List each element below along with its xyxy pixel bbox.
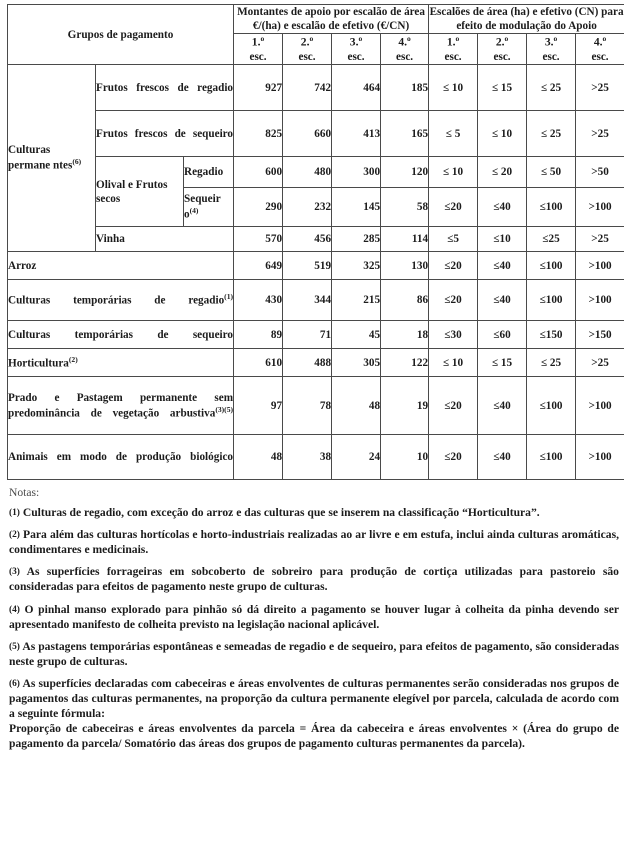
cell-money: 927 bbox=[234, 65, 283, 111]
cell-money: 413 bbox=[332, 111, 381, 157]
row-label-text: Prado e Pastagem permanente sem predominância de vegetação arbustiva bbox=[8, 391, 234, 420]
cell-money: 300 bbox=[332, 157, 381, 188]
cell-scale: ≤20 bbox=[429, 435, 478, 480]
note-number: (3) bbox=[9, 567, 20, 578]
row-label bbox=[184, 188, 234, 227]
row-label: Animais em modo de produção biológico bbox=[8, 435, 234, 480]
footnote-marker: (2) bbox=[68, 354, 78, 364]
esc-ordinal: 1. bbox=[251, 35, 261, 49]
cell-scale: ≤30 bbox=[429, 321, 478, 349]
esc-ordinal: 4. bbox=[593, 35, 603, 49]
rowgroup-olival-frutos-secos: Olival e Frutos secos bbox=[96, 157, 184, 227]
note-text: Culturas de regadio, com exceção do arroz e das culturas que se inserem na classificação “Horticultura”. bbox=[22, 506, 540, 520]
row-label-text: Horticultura bbox=[8, 357, 69, 370]
cell-money: 165 bbox=[381, 111, 429, 157]
cell-money: 825 bbox=[234, 111, 283, 157]
cell-money: 325 bbox=[332, 252, 381, 280]
cell-scale: >100 bbox=[576, 280, 624, 321]
note-number: (1) bbox=[9, 508, 20, 519]
cell-money: 232 bbox=[283, 188, 332, 227]
cell-money: 649 bbox=[234, 252, 283, 280]
notes-section bbox=[9, 486, 619, 751]
table-body bbox=[8, 65, 624, 480]
cell-money: 290 bbox=[234, 188, 283, 227]
ordinal-indicator-icon: o bbox=[504, 34, 509, 43]
cell-scale: ≤ 5 bbox=[429, 111, 478, 157]
cell-money: 130 bbox=[381, 252, 429, 280]
esc-ordinal: 4. bbox=[398, 35, 408, 49]
row-label: Frutos frescos de regadio bbox=[96, 65, 234, 111]
note-item-6 bbox=[9, 676, 619, 721]
esc-word: esc. bbox=[396, 51, 414, 64]
cell-scale: ≤40 bbox=[478, 435, 527, 480]
header-grupos-de-pagamento: Grupos de pagamento bbox=[8, 5, 234, 65]
cell-scale: ≤ 20 bbox=[478, 157, 527, 188]
table-row bbox=[8, 252, 624, 280]
cell-scale: >25 bbox=[576, 349, 624, 377]
cell-scale: ≤100 bbox=[527, 377, 576, 435]
header-montantes-de-apoio: Montantes de apoio por escalão de área €/(ha) e escalão de efetivo (€/CN) bbox=[234, 5, 429, 34]
cell-money: 344 bbox=[283, 280, 332, 321]
header-esc-money-1 bbox=[234, 34, 283, 65]
cell-money: 600 bbox=[234, 157, 283, 188]
cell-scale: ≤20 bbox=[429, 377, 478, 435]
note-number: (5) bbox=[9, 641, 20, 652]
note-item-5 bbox=[9, 639, 619, 669]
header-esc-scale-3 bbox=[527, 34, 576, 65]
table-header bbox=[8, 5, 624, 65]
note-number: (4) bbox=[9, 604, 20, 615]
table-row bbox=[8, 435, 624, 480]
cell-scale: >100 bbox=[576, 252, 624, 280]
cell-money: 71 bbox=[283, 321, 332, 349]
cell-money: 305 bbox=[332, 349, 381, 377]
note-formula: Proporção de cabeceiras e áreas envolventes da parcela = Área da cabeceira e áreas envolventes × (Área do grupo de pagamento da parcela/ Somatório das áreas dos grupos de pagamento culturas permanentes da parcela). bbox=[9, 721, 619, 751]
note-item-3 bbox=[9, 564, 619, 594]
footnote-marker: (4) bbox=[189, 206, 199, 216]
note-item-4 bbox=[9, 602, 619, 632]
cell-scale: >100 bbox=[576, 188, 624, 227]
cell-scale: ≤5 bbox=[429, 227, 478, 252]
cell-scale: ≤100 bbox=[527, 435, 576, 480]
cell-scale: ≤ 25 bbox=[527, 111, 576, 157]
row-label bbox=[8, 280, 234, 321]
cell-money: 122 bbox=[381, 349, 429, 377]
note-item-1 bbox=[9, 505, 619, 520]
ordinal-indicator-icon: o bbox=[553, 34, 558, 43]
cell-scale: ≤150 bbox=[527, 321, 576, 349]
cell-money: 456 bbox=[283, 227, 332, 252]
row-label-text: Culturas temporárias de regadio bbox=[8, 295, 225, 308]
footnote-marker: (1) bbox=[224, 292, 234, 302]
footnote-marker: (3)(5) bbox=[215, 404, 234, 414]
cell-scale: ≤40 bbox=[478, 188, 527, 227]
cell-money: 38 bbox=[283, 435, 332, 480]
cell-scale: ≤ 10 bbox=[429, 349, 478, 377]
cell-money: 86 bbox=[381, 280, 429, 321]
header-esc-money-2 bbox=[283, 34, 332, 65]
notes-heading: Notas: bbox=[9, 486, 40, 500]
note-text: As superfícies forrageiras em sobcoberto de sobreiro para produção de cortiça utilizadas para pastoreio são consideradas para efeitos de pagamento neste grupo de culturas. bbox=[9, 565, 619, 594]
cell-scale: ≤ 15 bbox=[478, 65, 527, 111]
esc-word: esc. bbox=[591, 51, 609, 64]
cell-money: 185 bbox=[381, 65, 429, 111]
row-label: Arroz bbox=[8, 252, 234, 280]
cell-scale: ≤ 25 bbox=[527, 65, 576, 111]
cell-scale: ≤10 bbox=[478, 227, 527, 252]
note-number: (6) bbox=[9, 678, 20, 689]
table-row bbox=[8, 157, 624, 188]
ordinal-indicator-icon: o bbox=[407, 34, 411, 43]
cell-money: 18 bbox=[381, 321, 429, 349]
cell-money: 488 bbox=[283, 349, 332, 377]
cell-scale: ≤25 bbox=[527, 227, 576, 252]
cell-money: 58 bbox=[381, 188, 429, 227]
esc-word: esc. bbox=[444, 51, 462, 64]
row-label-text: Sequeir o bbox=[184, 193, 221, 222]
cell-money: 114 bbox=[381, 227, 429, 252]
cell-scale: >100 bbox=[576, 377, 624, 435]
cell-scale: ≤ 50 bbox=[527, 157, 576, 188]
table-row bbox=[8, 321, 624, 349]
cell-scale: >150 bbox=[576, 321, 624, 349]
esc-ordinal: 3. bbox=[544, 35, 554, 49]
cell-scale: ≤20 bbox=[429, 188, 478, 227]
cell-money: 519 bbox=[283, 252, 332, 280]
esc-ordinal: 2. bbox=[300, 35, 310, 49]
cell-scale: ≤40 bbox=[478, 377, 527, 435]
cell-scale: ≤60 bbox=[478, 321, 527, 349]
cell-scale: ≤ 15 bbox=[478, 349, 527, 377]
header-esc-scale-2 bbox=[478, 34, 527, 65]
cell-scale: ≤ 10 bbox=[478, 111, 527, 157]
payment-groups-table bbox=[7, 4, 624, 480]
header-row-top bbox=[8, 5, 624, 34]
cell-money: 10 bbox=[381, 435, 429, 480]
cell-scale: ≤20 bbox=[429, 280, 478, 321]
cell-scale: >100 bbox=[576, 435, 624, 480]
esc-word: esc. bbox=[298, 51, 316, 64]
cell-money: 742 bbox=[283, 65, 332, 111]
cell-scale: >25 bbox=[576, 111, 624, 157]
footnote-marker: (6) bbox=[72, 157, 82, 167]
row-label: Culturas temporárias de sequeiro bbox=[8, 321, 234, 349]
esc-word: esc. bbox=[493, 51, 511, 64]
ordinal-indicator-icon: o bbox=[602, 34, 607, 43]
header-esc-scale-4 bbox=[576, 34, 624, 65]
note-text: As pastagens temporárias espontâneas e semeadas de regadio e de sequeiro, para efeitos de pagamento, são consideradas neste grupo de culturas. bbox=[9, 639, 619, 668]
cell-money: 215 bbox=[332, 280, 381, 321]
cell-money: 430 bbox=[234, 280, 283, 321]
cell-money: 24 bbox=[332, 435, 381, 480]
cell-money: 285 bbox=[332, 227, 381, 252]
table-row bbox=[8, 111, 624, 157]
ordinal-indicator-icon: o bbox=[309, 34, 314, 43]
cell-money: 48 bbox=[332, 377, 381, 435]
cell-scale: >50 bbox=[576, 157, 624, 188]
ordinal-indicator-icon: o bbox=[455, 34, 460, 43]
table-row bbox=[8, 227, 624, 252]
cell-money: 145 bbox=[332, 188, 381, 227]
cell-money: 570 bbox=[234, 227, 283, 252]
cell-money: 19 bbox=[381, 377, 429, 435]
cell-scale: ≤100 bbox=[527, 280, 576, 321]
esc-word: esc. bbox=[347, 51, 365, 64]
cell-scale: ≤20 bbox=[429, 252, 478, 280]
rowgroup-label: Culturas permane ntes bbox=[8, 144, 73, 173]
row-label: Regadio bbox=[184, 157, 234, 188]
cell-scale: ≤ 10 bbox=[429, 157, 478, 188]
row-label bbox=[8, 349, 234, 377]
cell-money: 464 bbox=[332, 65, 381, 111]
header-escaloes-de-area: Escalões de área (ha) e efetivo (CN) para efeito de modulação do Apoio bbox=[429, 6, 624, 32]
esc-word: esc. bbox=[249, 51, 267, 64]
row-label: Frutos frescos de sequeiro bbox=[96, 111, 234, 157]
esc-ordinal: 2. bbox=[495, 35, 505, 49]
cell-money: 89 bbox=[234, 321, 283, 349]
table-row bbox=[8, 280, 624, 321]
cell-money: 610 bbox=[234, 349, 283, 377]
cell-scale: ≤40 bbox=[478, 252, 527, 280]
cell-scale: >25 bbox=[576, 65, 624, 111]
cell-money: 480 bbox=[283, 157, 332, 188]
esc-ordinal: 3. bbox=[349, 35, 359, 49]
cell-scale: ≤40 bbox=[478, 280, 527, 321]
note-text: Para além das culturas hortícolas e horto-industriais realizadas ao ar livre e em estufa, inclui ainda culturas aromáticas, condimentares e medicinais. bbox=[9, 528, 619, 557]
cell-money: 97 bbox=[234, 377, 283, 435]
cell-money: 48 bbox=[234, 435, 283, 480]
row-label bbox=[8, 377, 234, 435]
table-row bbox=[8, 377, 624, 435]
cell-scale: ≤100 bbox=[527, 188, 576, 227]
rowgroup-culturas-permanentes bbox=[8, 65, 96, 252]
note-item-2 bbox=[9, 527, 619, 557]
esc-word: esc. bbox=[542, 51, 560, 64]
header-esc-money-4 bbox=[381, 34, 429, 65]
cell-scale: >25 bbox=[576, 227, 624, 252]
header-esc-money-3 bbox=[332, 34, 381, 65]
cell-scale: ≤ 10 bbox=[429, 65, 478, 111]
table-row bbox=[8, 349, 624, 377]
ordinal-indicator-icon: o bbox=[260, 34, 265, 43]
note-text: As superfícies declaradas com cabeceiras e áreas envolventes de culturas permanentes serão consideradas nos grupos de pagamentos das culturas permanentes, na proporção da cultura permanente elegível por parcela, calculada de acordo com a seguinte fórmula: bbox=[9, 676, 619, 720]
cell-money: 78 bbox=[283, 377, 332, 435]
esc-ordinal: 1. bbox=[446, 35, 456, 49]
ordinal-indicator-icon: o bbox=[358, 34, 363, 43]
header-esc-scale-1 bbox=[429, 34, 478, 65]
table-row bbox=[8, 65, 624, 111]
cell-scale: ≤100 bbox=[527, 252, 576, 280]
cell-money: 660 bbox=[283, 111, 332, 157]
row-label: Vinha bbox=[96, 227, 234, 252]
note-text: O pinhal manso explorado para pinhão só dá direito a pagamento se houver lugar à colheita da pinha devendo ser apresentado manifesto de colheita previsto na legislação nacional aplicável. bbox=[9, 602, 619, 631]
cell-scale: ≤ 25 bbox=[527, 349, 576, 377]
cell-money: 120 bbox=[381, 157, 429, 188]
cell-money: 45 bbox=[332, 321, 381, 349]
note-number: (2) bbox=[9, 530, 20, 541]
